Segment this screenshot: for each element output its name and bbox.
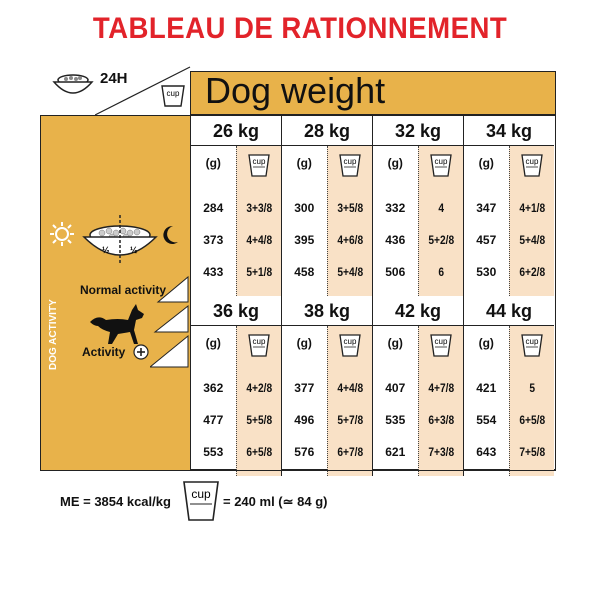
- grams-value: 530: [476, 265, 497, 279]
- weight-column: [282, 326, 373, 476]
- cups-value: 5+1/8: [245, 265, 272, 279]
- weight-column: [373, 146, 464, 296]
- grams-header: (g): [387, 156, 403, 170]
- cups-value: 7+5/8: [518, 445, 545, 459]
- weight-cell: 38 kg: [282, 296, 373, 326]
- cups-value: 5+4/8: [518, 233, 545, 247]
- grams-value: 621: [385, 445, 406, 459]
- cups-column: [327, 146, 373, 296]
- grams-value: 554: [476, 413, 497, 427]
- cups-value: 5+4/8: [336, 265, 363, 279]
- cup-icon: [429, 152, 453, 178]
- cup-icon: [247, 152, 271, 178]
- moon-icon: [160, 224, 180, 246]
- weight-cell: 44 kg: [464, 296, 554, 326]
- footer-cup-label: cup: [191, 487, 211, 501]
- cup-icon-label: cup: [434, 337, 448, 346]
- energy-label: ME = 3854 kcal/kg: [60, 494, 171, 509]
- grams-value: 300: [294, 201, 315, 215]
- cup-equivalence-label: = 240 ml (≃ 84 g): [223, 494, 328, 509]
- normal-activity-label: Normal activity: [80, 283, 167, 297]
- cups-value: 5+2/8: [427, 233, 454, 247]
- weight-column: [191, 326, 282, 476]
- cup-icon-label: cup: [434, 157, 448, 166]
- sun-icon: [48, 220, 76, 248]
- grams-header: (g): [296, 336, 312, 350]
- cup-icon-label: cup: [343, 157, 357, 166]
- weight-cell: 28 kg: [282, 116, 373, 146]
- grams-value: 457: [476, 233, 497, 247]
- cup-icon: [338, 332, 362, 358]
- activity-label: Activity: [82, 345, 126, 359]
- grams-header: (g): [296, 156, 312, 170]
- cups-value: 6+5/8: [245, 445, 272, 459]
- cup-icon: [338, 152, 362, 178]
- grams-column: [282, 326, 327, 476]
- footer-cup-icon: [182, 478, 220, 522]
- page-title: TABLEAU DE RATIONNEMENT: [92, 12, 508, 45]
- grams-header: (g): [478, 336, 494, 350]
- food-bowl-icon: [50, 70, 96, 96]
- weight-cell: 42 kg: [373, 296, 464, 326]
- weight-cell: 32 kg: [373, 116, 464, 146]
- footer-divider: [40, 470, 556, 471]
- ration-block: [191, 146, 554, 296]
- grams-value: 535: [385, 413, 406, 427]
- cups-column: [236, 146, 282, 296]
- cups-column: [509, 326, 555, 476]
- cup-icon: [520, 332, 544, 358]
- dog-activity-label: DOG ACTIVITY: [48, 299, 59, 370]
- cup-icon-label: cup: [343, 337, 357, 346]
- grams-value: 421: [476, 381, 497, 395]
- cups-value: 6+7/8: [336, 445, 363, 459]
- cups-column: [418, 146, 464, 296]
- weight-row: [191, 116, 554, 146]
- weight-column: [373, 326, 464, 476]
- cups-value: 5+7/8: [336, 413, 363, 427]
- weight-column: [464, 326, 554, 476]
- cup-icon-label: cup: [252, 337, 266, 346]
- grams-value: 284: [203, 201, 224, 215]
- half-right-label: ½: [130, 245, 138, 255]
- cup-icon-label: cup: [252, 157, 266, 166]
- weight-column: [282, 146, 373, 296]
- cups-value: 4+4/8: [245, 233, 272, 247]
- cup-icon: [520, 152, 544, 178]
- grams-value: 373: [203, 233, 224, 247]
- grams-header: (g): [478, 156, 494, 170]
- grams-value: 643: [476, 445, 497, 459]
- cups-value: 4+6/8: [336, 233, 363, 247]
- cups-column: [236, 326, 282, 476]
- grams-value: 347: [476, 201, 497, 215]
- bowl-halves-icon: [80, 215, 160, 269]
- cups-column: [327, 326, 373, 476]
- grams-value: 477: [203, 413, 224, 427]
- grams-column: [373, 326, 418, 476]
- plus-icon: [133, 344, 149, 360]
- cup-icon: [247, 332, 271, 358]
- ration-block: [191, 326, 554, 476]
- grams-value: 395: [294, 233, 315, 247]
- cups-value: 4+7/8: [427, 381, 454, 395]
- weight-cell: 36 kg: [191, 296, 282, 326]
- grams-value: 436: [385, 233, 406, 247]
- cup-icon-label: cup: [525, 157, 539, 166]
- cups-value: 3+3/8: [245, 201, 272, 215]
- grams-value: 377: [294, 381, 315, 395]
- grams-header: (g): [205, 156, 221, 170]
- grams-column: [282, 146, 327, 296]
- cups-value: 4: [437, 201, 444, 215]
- grams-column: [464, 326, 509, 476]
- cups-value: 4+1/8: [518, 201, 545, 215]
- cup-icon-label: cup: [166, 89, 180, 98]
- cups-value: 6+5/8: [518, 413, 545, 427]
- grams-column: [464, 146, 509, 296]
- cups-column: [509, 146, 555, 296]
- half-left-label: ½: [102, 245, 110, 255]
- grams-value: 458: [294, 265, 315, 279]
- cup-icon: [429, 332, 453, 358]
- grams-column: [191, 326, 236, 476]
- weight-cell: 34 kg: [464, 116, 554, 146]
- weight-cell: 26 kg: [191, 116, 282, 146]
- cups-value: 6+2/8: [518, 265, 545, 279]
- grams-column: [191, 146, 236, 296]
- cups-value: 6: [437, 265, 444, 279]
- grams-value: 496: [294, 413, 315, 427]
- grams-value: 362: [203, 381, 224, 395]
- cups-value: 4+2/8: [245, 381, 272, 395]
- cups-value: 4+4/8: [336, 381, 363, 395]
- grams-value: 576: [294, 445, 315, 459]
- duration-label: 24H: [100, 70, 128, 87]
- cups-value: 5: [528, 381, 535, 395]
- grams-value: 407: [385, 381, 406, 395]
- activity-level-icon: [150, 272, 190, 372]
- cups-value: 7+3/8: [427, 445, 454, 459]
- cups-value: 6+3/8: [427, 413, 454, 427]
- ration-table: [190, 115, 556, 470]
- cups-value: 3+5/8: [336, 201, 363, 215]
- weight-column: [464, 146, 554, 296]
- grams-header: (g): [205, 336, 221, 350]
- dog-weight-label: Dog weight: [205, 70, 386, 111]
- cups-column: [418, 326, 464, 476]
- cup-icon: [160, 82, 186, 108]
- cups-value: 5+5/8: [245, 413, 272, 427]
- grams-column: [373, 146, 418, 296]
- grams-header: (g): [387, 336, 403, 350]
- dog-silhouette-icon: [88, 300, 148, 348]
- weight-row: [191, 296, 554, 326]
- grams-value: 332: [385, 201, 406, 215]
- grams-value: 553: [203, 445, 224, 459]
- cup-icon-label: cup: [525, 337, 539, 346]
- grams-value: 506: [385, 265, 406, 279]
- weight-column: [191, 146, 282, 296]
- grams-value: 433: [203, 265, 224, 279]
